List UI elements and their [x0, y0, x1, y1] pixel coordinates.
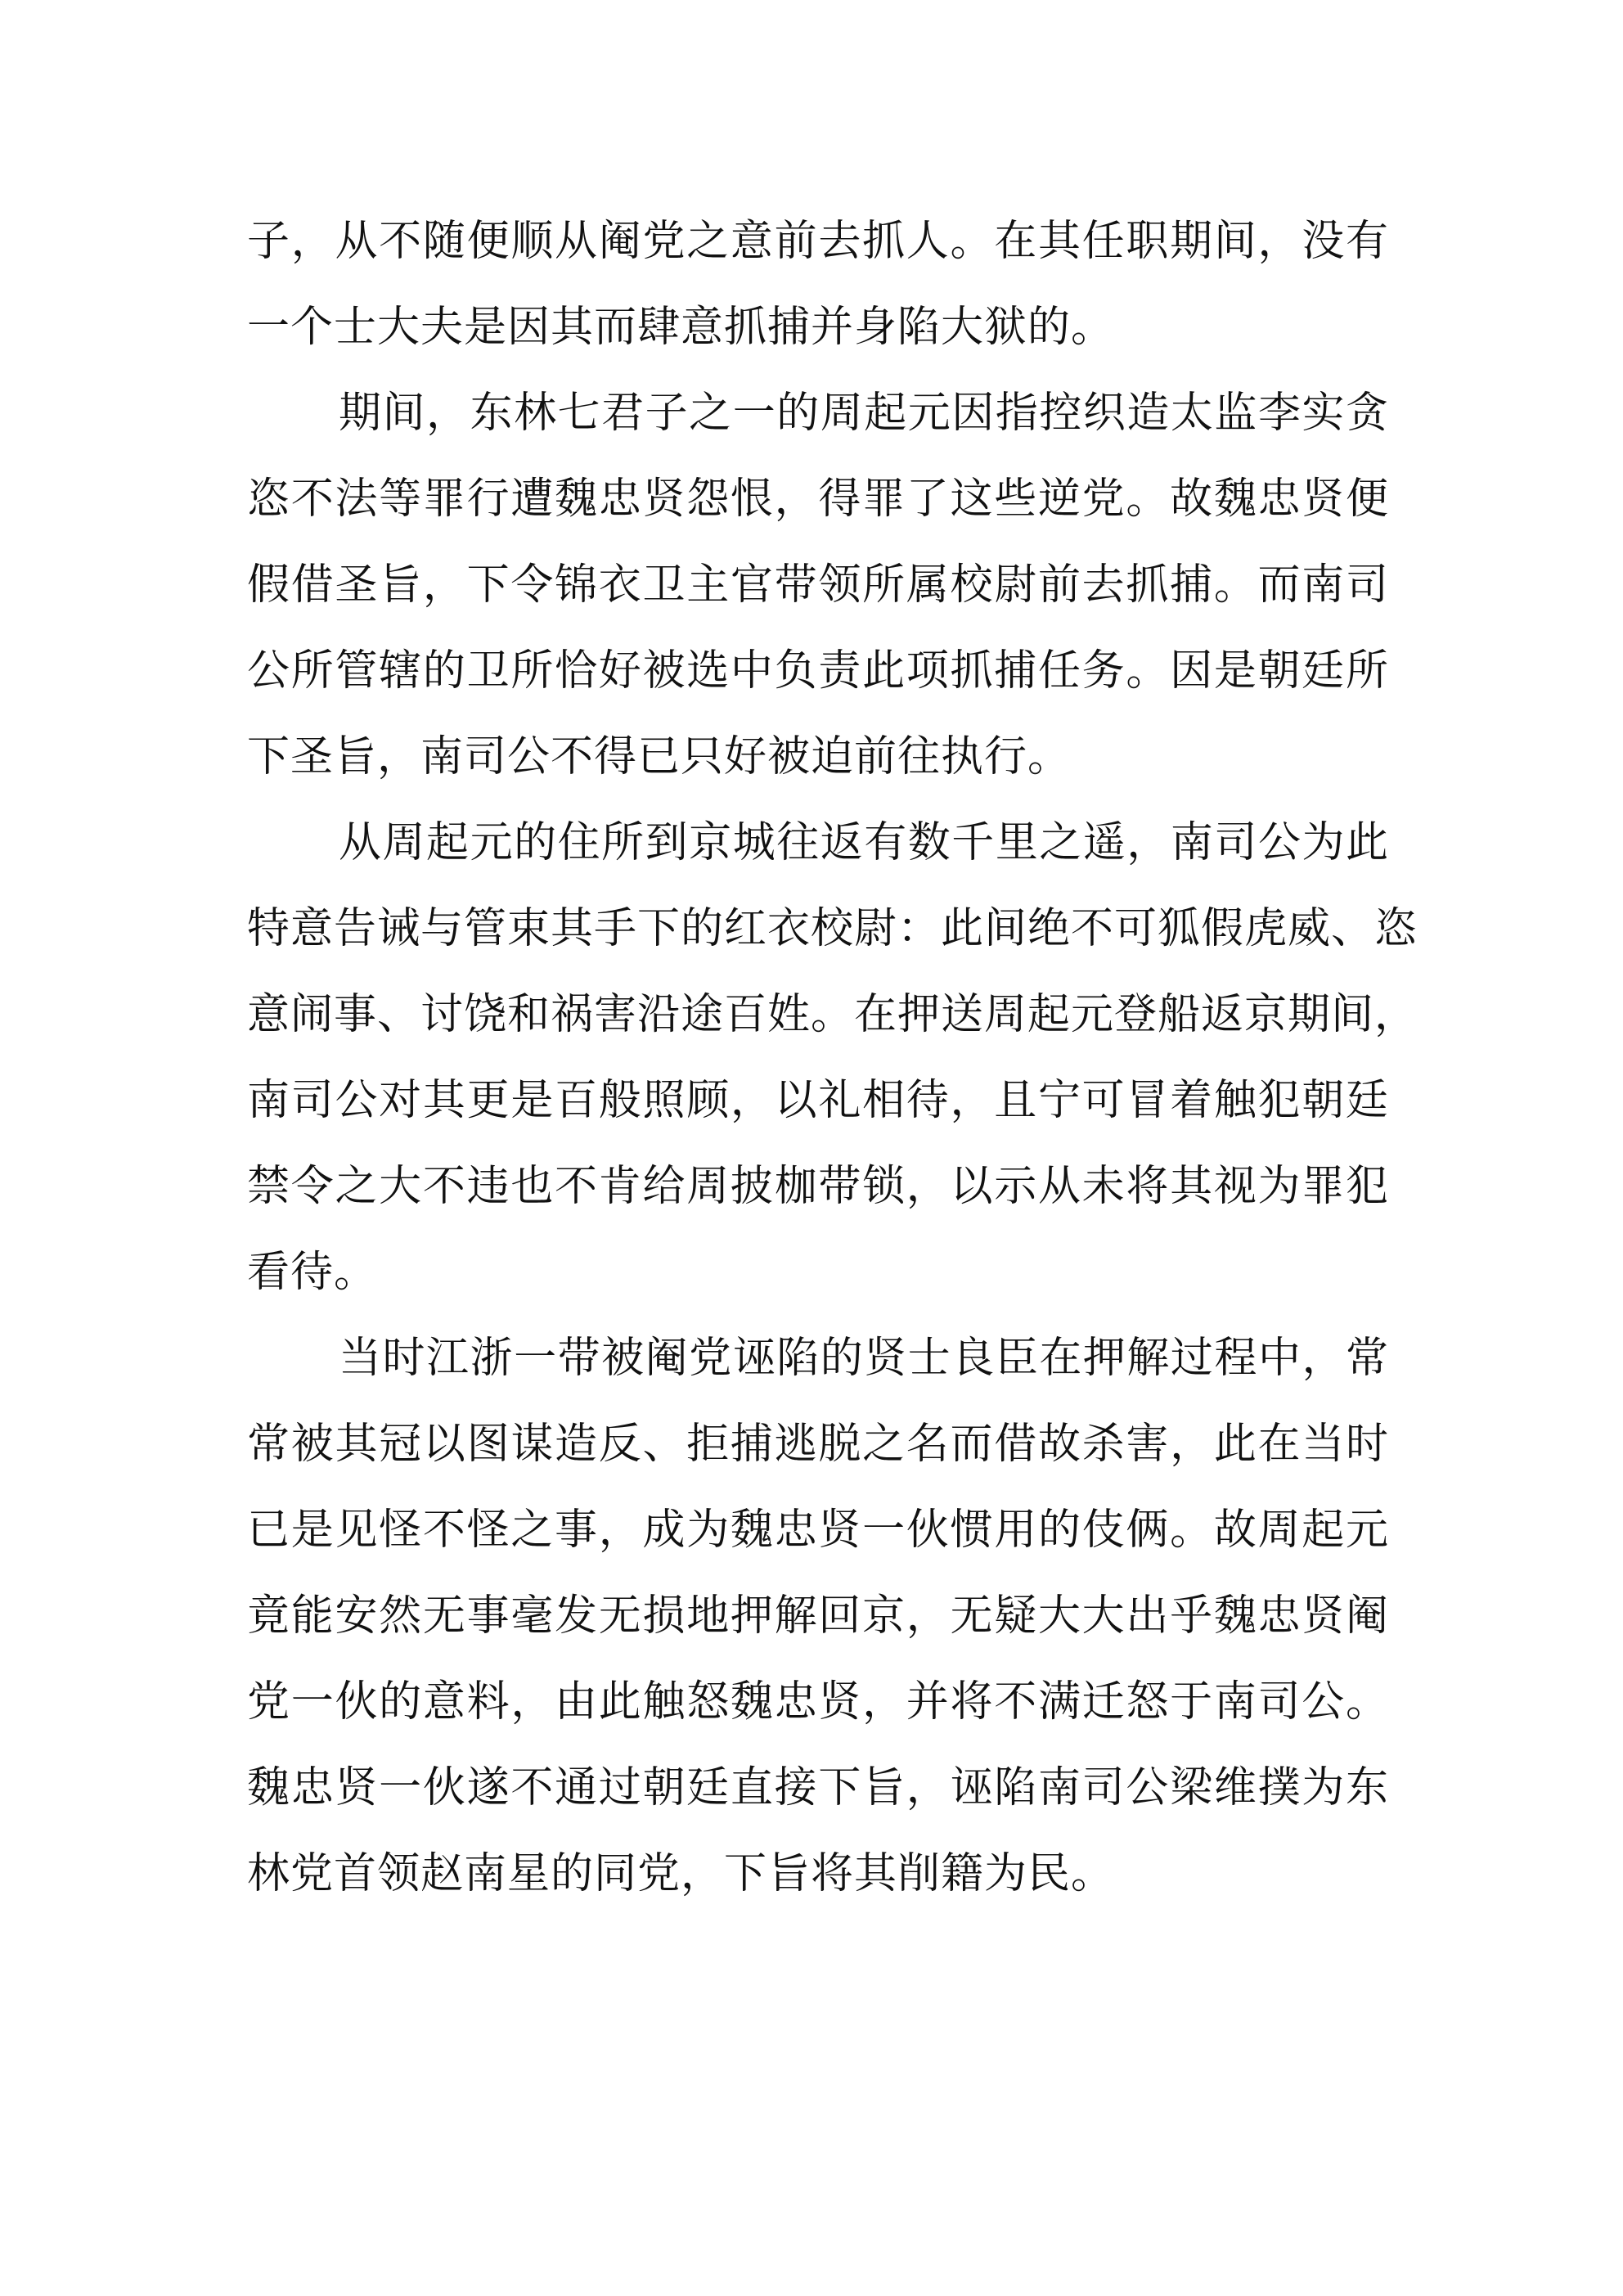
- text-line: 当时江浙一带被阉党诬陷的贤士良臣在押解过程中，常: [339, 1334, 1389, 1383]
- body-text: [247, 199, 1418, 1917]
- text-line: 特意告诫与管束其手下的红衣校尉：此间绝不可狐假虎威、恣: [247, 904, 1418, 953]
- text-line: 公所管辖的卫所恰好被选中负责此项抓捕任务。因是朝廷所: [247, 646, 1389, 696]
- text-line: 从周起元的住所到京城往返有数千里之遥，南司公为此: [339, 818, 1389, 867]
- text-line: 子，从不随便顺从阉党之意前去抓人。在其任职期间，没有: [247, 217, 1389, 266]
- text-line: 看待。: [247, 1248, 378, 1297]
- text-line: 常被其冠以图谋造反、拒捕逃脱之名而借故杀害，此在当时: [247, 1420, 1389, 1469]
- text-line: 林党首领赵南星的同党，下旨将其削籍为民。: [247, 1849, 1115, 1898]
- text-line: 党一伙的意料，由此触怒魏忠贤，并将不满迁怒于南司公。: [247, 1677, 1389, 1727]
- text-line: 恣不法等罪行遭魏忠贤怨恨，得罪了这些逆党。故魏忠贤便: [247, 475, 1389, 524]
- text-line: 南司公对其更是百般照顾，以礼相待，且宁可冒着触犯朝廷: [247, 1076, 1389, 1125]
- text-line: 一个士大夫是因其而肆意抓捕并身陷大狱的。: [247, 303, 1115, 352]
- text-line: 竟能安然无事毫发无损地押解回京，无疑大大出乎魏忠贤阉: [247, 1591, 1389, 1641]
- text-line: 期间，东林七君子之一的周起元因指控织造太监李实贪: [339, 389, 1389, 438]
- text-line: 禁令之大不违也不肯给周披枷带锁，以示从未将其视为罪犯: [247, 1162, 1389, 1211]
- text-line: 魏忠贤一伙遂不通过朝廷直接下旨，诬陷南司公梁维撲为东: [247, 1763, 1389, 1812]
- text-line: 下圣旨，南司公不得已只好被迫前往执行。: [247, 732, 1072, 781]
- text-line: 意闹事、讨饶和祸害沿途百姓。在押送周起元登船返京期间，: [247, 990, 1418, 1039]
- text-line: 已是见怪不怪之事，成为魏忠贤一伙惯用的伎俩。故周起元: [247, 1506, 1389, 1555]
- text-line: 假借圣旨，下令锦衣卫主官带领所属校尉前去抓捕。而南司: [247, 560, 1389, 610]
